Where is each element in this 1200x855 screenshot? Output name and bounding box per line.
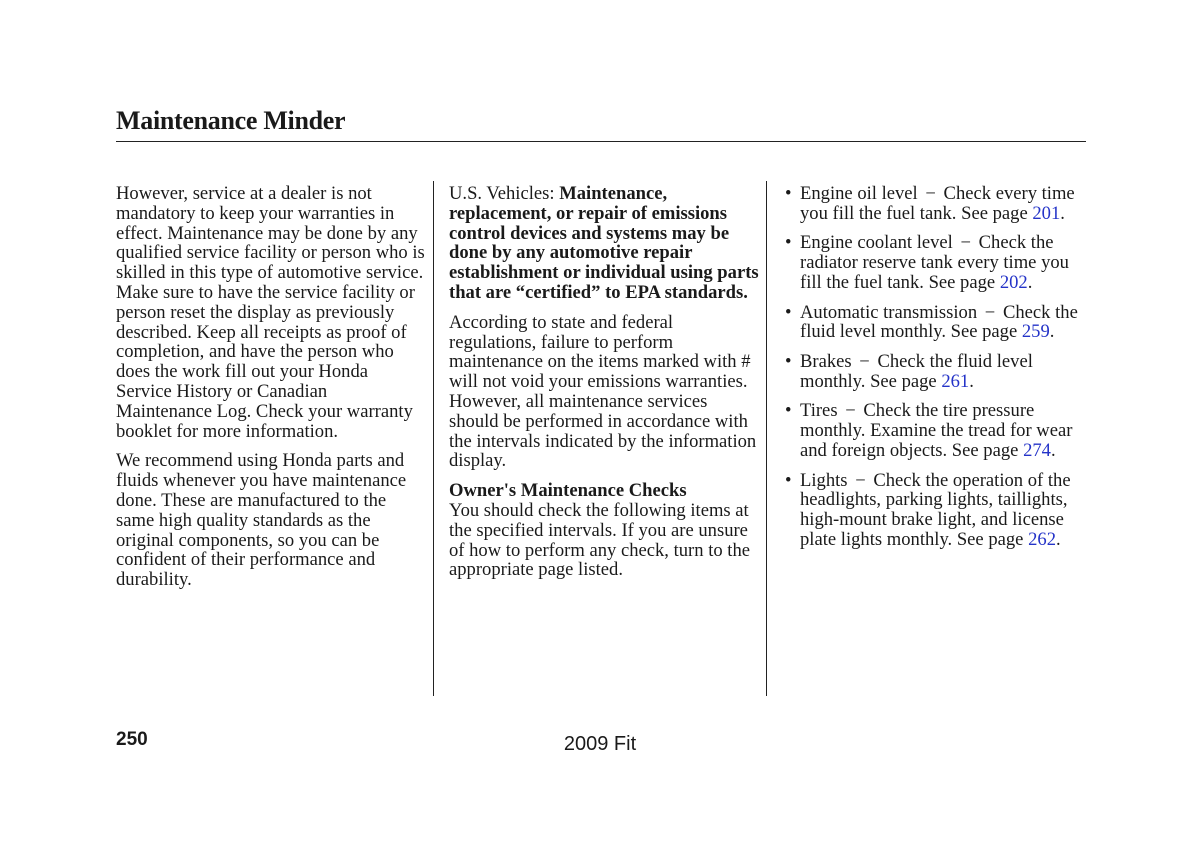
dash-separator: −	[925, 183, 936, 204]
bullet-icon: •	[785, 400, 792, 422]
check-item-lights: • Lights − Check the operation of the headlights, parking lights, taillights, high-mount brake light, and license plate lights monthly. See page 262.	[785, 469, 1071, 550]
page-link[interactable]: 259	[1021, 321, 1050, 343]
dash-separator: −	[845, 400, 856, 422]
us-vehicles-paragraph	[449, 184, 759, 303]
column-2	[449, 184, 759, 590]
check-label: Brakes	[800, 350, 852, 372]
check-item-tires: • Tires − Check the tire pressure monthly. Examine the tread for wear and foreign objects. See page 274.	[785, 400, 1073, 461]
check-label: Engine oil level	[800, 183, 918, 204]
regulations-paragraph: According to state and federal regulations, failure to perform maintenance on the items marked with # will not void your emissions warranties. However, all maintenance services should be performed in accordance with the intervals indicated by the information display.	[449, 311, 757, 472]
column-divider-2	[766, 181, 767, 696]
column-divider-1	[433, 181, 434, 696]
check-text: Check the radiator reserve tank every time you fill the fuel tank. See page	[800, 232, 1069, 293]
page-link[interactable]: 262	[1028, 528, 1056, 550]
column-3	[785, 184, 1090, 560]
bullet-icon: •	[785, 183, 792, 204]
check-text: Check the fluid level monthly. See page	[800, 301, 1078, 343]
model-footer: 2009 Fit	[563, 733, 637, 755]
us-vehicles-prefix: U.S. Vehicles:	[449, 183, 560, 204]
page-link[interactable]: 202	[999, 271, 1028, 293]
page-number: 250	[116, 729, 148, 750]
bullet-icon: •	[785, 350, 792, 372]
owners-checks-heading: Owner's Maintenance Checks	[449, 480, 687, 502]
check-label: Lights	[800, 469, 848, 491]
bullet-icon: •	[785, 232, 792, 254]
page-link[interactable]: 261	[941, 370, 970, 392]
check-item-engine-oil: • Engine oil level − Check every time you fill the fuel tank. See page 201.	[785, 183, 1075, 224]
check-item-engine-coolant: • Engine coolant level − Check the radiator reserve tank every time you fill the fuel tank. See page 202.	[785, 232, 1069, 293]
check-text: Check the fluid level monthly. See page	[800, 350, 1033, 392]
dash-separator: −	[960, 232, 971, 254]
us-vehicles-bold-text: Maintenance, replacement, or repair of emissions control devices and systems may be done by any automotive repair establishment or individual using parts that are “certified” to EPA standards.	[449, 183, 759, 303]
owners-checks-body: You should check the following items at the specified intervals. If you are unsure of how to perform any check, turn to the appropriate page listed.	[449, 499, 751, 581]
dash-separator: −	[984, 301, 996, 323]
dash-separator: −	[855, 469, 866, 491]
dash-separator: −	[859, 350, 870, 372]
owners-checks-section	[449, 481, 759, 580]
page-link[interactable]: 201	[1032, 202, 1061, 224]
honda-parts-paragraph: We recommend using Honda parts and fluids whenever you have maintenance done. These are manufactured to the same high quality standards as the original components, so you can be confident of their performance and durability.	[116, 450, 407, 591]
check-label: Tires	[800, 400, 838, 422]
check-text: Check the tire pressure monthly. Examine the tread for wear and foreign objects. See page	[800, 400, 1073, 461]
bullet-icon: •	[785, 301, 792, 323]
page-link[interactable]: 274	[1023, 439, 1051, 461]
check-text: Check the operation of the headlights, parking lights, taillights, high-mount brake light, and license plate lights monthly. See page	[800, 469, 1071, 550]
check-label: Engine coolant level	[800, 232, 953, 254]
check-label: Automatic transmission	[800, 301, 978, 323]
check-item-automatic-transmission: • Automatic transmission − Check the fluid level monthly. See page 259.	[785, 301, 1078, 343]
check-item-brakes: • Brakes − Check the fluid level monthly. See page 261.	[785, 350, 1033, 392]
title-rule	[116, 141, 1086, 142]
bullet-icon: •	[785, 469, 792, 491]
warranty-paragraph: However, service at a dealer is not mandatory to keep your warranties in effect. Maintenance may be done by any qualified service facility or person who is skilled in this type of automotive service. Make sure to have the service facility or person reset the display as previously described. Keep all receipts as proof of completion, and have the person who does the work fill out your Honda Service History or Canadian Maintenance Log. Check your warranty booklet for more information.	[116, 183, 425, 442]
check-text: Check every time you fill the fuel tank. See page	[800, 183, 1075, 224]
page-title: Maintenance Minder	[116, 106, 346, 135]
checks-list	[785, 184, 1090, 550]
column-1	[116, 184, 426, 600]
